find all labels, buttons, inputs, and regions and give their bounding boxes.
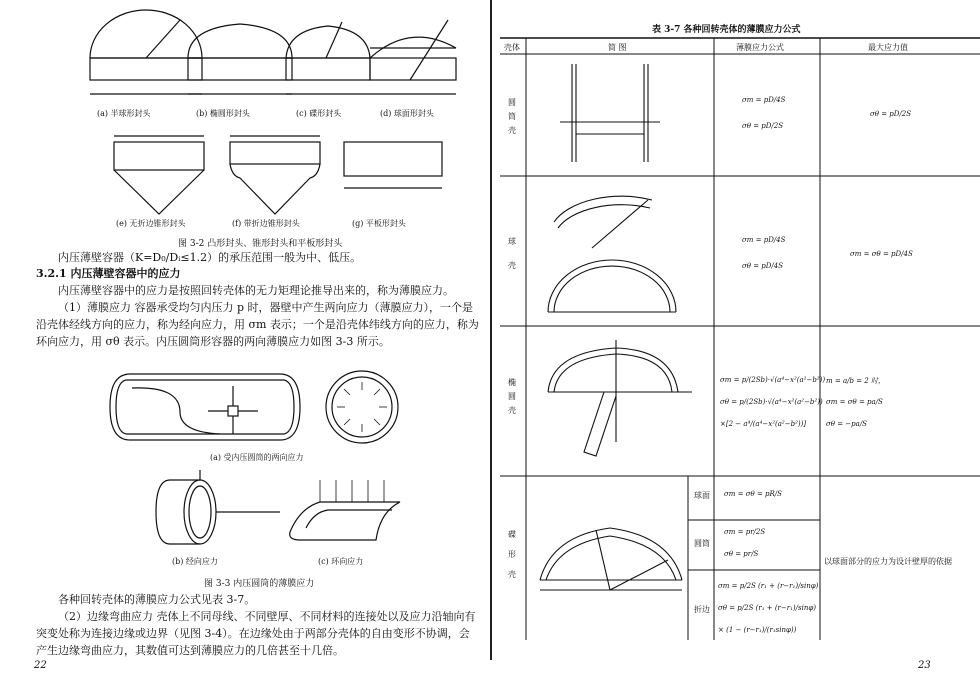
row-cylinder-name: 圆 筒 壳 [508,98,516,135]
fig32-label-d: (d) 球面形封头 [380,109,434,118]
row-sphere-formula-t: σθ = pD/4S [742,262,784,270]
fig33-caption: 图 3-3 内压圆筒的薄膜应力 [204,579,315,589]
fig32-label-b: (b) 椭圆形封头 [196,109,250,118]
page-number-left: 22 [34,660,47,671]
dished-part-knuckle-label: 折边 [694,605,710,614]
row-ellipsoid-name: 椭 圆 壳 [508,378,516,415]
row-sphere-max: σm = σθ = pD/4S [850,250,913,258]
paragraph-range: 内压薄壁容器（K=D₀/Dᵢ≤1.2）的承压范围一般为中、低压。 [58,251,362,264]
section-heading: 3.2.1 内压薄壁容器中的应力 [36,267,181,280]
page-number-right: 23 [918,660,931,671]
header-formula: 薄膜应力公式 [736,43,784,52]
header-max: 最大应力值 [868,43,908,52]
row-cylinder-max: σθ = pD/2S [870,110,912,118]
fig32-label-c: (c) 碟形封头 [296,109,342,118]
row-sphere-formula-m: σm = pD/4S [742,236,786,244]
paragraph-membrane: 内压薄壁容器中的应力是按照回转壳体的无力矩理论推导出来的，称为薄膜应力。 [58,284,454,297]
dished-part-sphere-label: 球面 [694,491,710,500]
row-cylinder-formula-t: σθ = pD/2S [742,122,784,130]
dished-part-cylinder-formula-t: σθ = pr/S [724,550,759,558]
fig32-label-g: (g) 平板形封头 [352,219,406,228]
row-ellipsoid-formula-m: σm = p/(2Sb)·√(a⁴−x²(a²−b²)) [720,376,826,384]
dished-part-knuckle-formula-t: σθ = p/2S (r₁ + (r−r₁)/sinφ) [718,604,816,612]
row-ellipsoid-max-3: σθ = −pa/S [826,420,867,428]
dished-part-knuckle-formula-x: × (1 − (r−r₁)/(r₁sinφ)) [718,626,797,634]
header-sketch: 简 图 [608,43,627,52]
fig33c-label: (c) 环向应力 [318,557,364,566]
right-page [492,0,980,692]
row-ellipsoid-formula-x: ×[2 − a⁴/(a⁴−x²(a²−b²))] [720,420,807,428]
paragraph-edge-2: 突变处称为连接边缘或边界（见图 3-4）。在边缘处由于两部分壳体的自由变形不协调，会 [36,627,470,640]
paragraph-stress-3: 环向应力，用 σθ 表示。内压圆筒形容器的两向薄膜应力如图 3-3 所示。 [36,335,390,348]
paragraph-edge-1: （2）边缘弯曲应力 壳体上不同母线、不同壁厚、不同材料的连接处以及应力沿轴向有 [58,610,476,623]
table-grid [492,0,980,640]
fig32-caption: 图 3-2 凸形封头、锥形封头和平板形封头 [178,239,343,249]
fig32-label-e: (e) 无折边锥形封头 [116,219,186,228]
paragraph-stress-1: （1）薄膜应力 容器承受均匀内压力 p 时，器壁中产生两向应力（薄膜应力），一个是 [58,301,474,314]
dished-part-cylinder-formula-m: σm = pr/2S [724,528,766,536]
row-ellipsoid-max-1: m = a/b = 2 时， [826,377,885,385]
table-title: 表 3-7 各种回转壳体的薄膜应力公式 [652,25,801,35]
row-dished-name: 碟 形 壳 [508,530,516,579]
row-cylinder-formula-m: σm = pD/4S [742,96,786,104]
paragraph-edge-3: 产生边缘弯曲应力，其数值可达到薄膜应力的几倍甚至十几倍。 [36,644,344,657]
dished-part-knuckle-formula-m: σm = p/2S (r₁ + (r−r₁)/sinφ) [718,582,819,590]
paragraph-stress-2: 沿壳体经线方向的应力，称为经向应力，用 σm 表示；一个是沿壳体纬线方向的应力，称为 [36,318,479,331]
row-ellipsoid-max-2: σm = σθ = pa/S [826,398,883,406]
row-dished-max: 以球面部分的应力为设计壁厚的依据 [824,557,952,566]
dished-part-sphere-formula: σm = σθ = pR/S [724,490,782,498]
fig33a-label: (a) 受内压圆筒的两向应力 [210,453,304,462]
row-sphere-name: 球 壳 [508,237,516,270]
row-ellipsoid-formula-t: σθ = p/(2Sb)·√(a⁴−x²(a²−b²)) [720,398,823,406]
fig32-label-f: (f) 带折边锥形封头 [232,219,300,228]
fig33b-label: (b) 经向应力 [172,557,218,566]
paragraph-see-table: 各种回转壳体的薄膜应力公式见表 3-7。 [58,593,256,606]
fig32-label-a: (a) 半球形封头 [97,109,151,118]
dished-part-cylinder-label: 圆筒 [694,539,710,548]
header-shell: 壳体 [504,43,520,52]
